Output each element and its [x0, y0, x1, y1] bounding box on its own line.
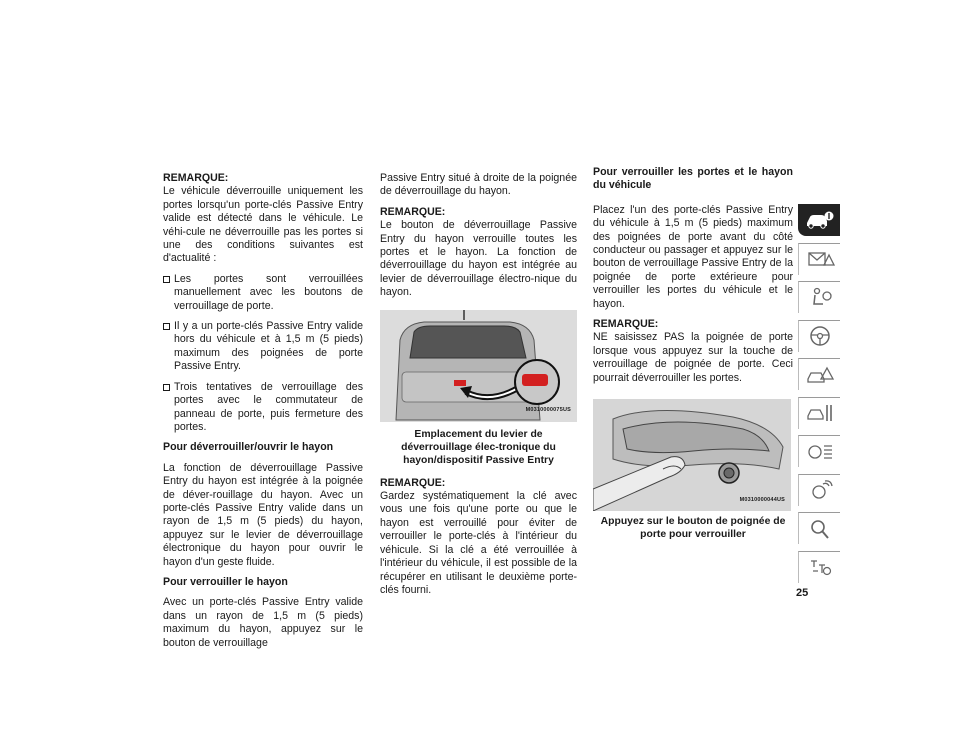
- note-text: NE saisissez PAS la poignée de porte lorsque vous appuyez sur la touche de verrouillage de poignée de porte. Ceci pourrait déverrouiller les portes.: [593, 331, 793, 384]
- car-tools-icon: [805, 401, 835, 425]
- figure-caption: Appuyez sur le bouton de poignée de porte pour verrouiller: [600, 516, 786, 541]
- paragraph-continued: Passive Entry situé à droite de la poignée de déverrouillage du hayon.: [380, 172, 577, 198]
- checkbox-bullet-icon: [163, 323, 170, 330]
- paragraph-unlock: La fonction de déverrouillage Passive Entry du hayon est intégrée à la poignée de déver-rouillage du hayon. Avec un porte-clés Passive Entry valide dans un rayon de 1,5 m (5 pieds) du hayon, appuyez sur le levier de déverrouillage électronique du hayon pour ouvrir le hayon d'un geste fluide.: [163, 461, 363, 568]
- note-3: [380, 477, 577, 598]
- column-2: [380, 172, 577, 604]
- settings-list-icon: [805, 440, 835, 464]
- note-label: REMARQUE:: [163, 172, 229, 184]
- figure-id: M0310000044US: [739, 496, 785, 503]
- checkbox-bullet-icon: [163, 276, 170, 283]
- car-crash-icon: [805, 363, 835, 387]
- steering-wheel-icon: [805, 324, 835, 348]
- media-icon: [805, 478, 835, 502]
- note-2: [380, 206, 577, 300]
- magnifier-icon: [805, 517, 835, 541]
- note-1: [163, 172, 363, 266]
- tab-emergency[interactable]: [798, 358, 840, 390]
- tab-index-search[interactable]: [798, 512, 840, 544]
- column-3: [593, 166, 793, 551]
- liftgate-figure: [380, 310, 577, 422]
- checkbox-bullet-icon: [163, 384, 170, 391]
- paragraph-lock: Avec un porte-clés Passive Entry valide dans un rayon de 1,5 m (5 pieds) maximum du hayon, appuyez sur le bouton de verrouillage: [163, 596, 363, 649]
- note-text: Le véhicule déverrouille uniquement les portes lorsqu'un porte-clés Passive Entry valide est détecté dans le véhicule. Le véhi-cule ne déverrouille pas les portes si une des conditions suivantes est d'actualité :: [163, 185, 363, 265]
- tab-specs[interactable]: [798, 435, 840, 467]
- tab-multimedia[interactable]: [798, 474, 840, 506]
- list-item: Les portes sont verrouillées manuellement avec les boutons de verrouillage de porte.: [163, 273, 363, 313]
- note-label: REMARQUE:: [380, 205, 446, 218]
- note-4: [593, 318, 793, 385]
- chapter-tabs: [798, 204, 840, 589]
- tab-car-info[interactable]: [798, 204, 840, 236]
- note-label: REMARQUE:: [593, 318, 659, 331]
- tab-starting[interactable]: [798, 320, 840, 352]
- heading-unlock-liftgate: Pour déverrouiller/ouvrir le hayon: [163, 441, 334, 454]
- condition-list: [163, 273, 363, 434]
- car-info-icon: [804, 208, 834, 232]
- heading-lock-liftgate: Pour verrouiller le hayon: [163, 575, 288, 588]
- note-label: REMARQUE:: [380, 476, 446, 489]
- list-item: Trois tentatives de verrouillage des portes avec le commutateur de panneau de porte, puis fermeture des portes.: [163, 381, 363, 435]
- figure-id: M0310000075US: [525, 407, 571, 414]
- figure-caption: Emplacement du levier de déverrouillage élec-tronique du hayon/dispositif Passive Entry: [401, 428, 556, 466]
- note-text: Gardez systématiquement la clé avec vous une fois qu'une porte ou que le hayon est verrouillé pour éviter de verrouiller le porte-clés à l'intérieur du véhicule. Si la clé a été verrouillée à l'intérieur du véhicule, il est possible de la récupérer en utilisant le deuxième porte-clés fourni.: [380, 490, 577, 596]
- language-index-icon: [805, 555, 835, 579]
- tab-languages[interactable]: [798, 551, 840, 583]
- mail-warning-icon: [805, 247, 835, 271]
- paragraph-lock-doors: Placez l'un des porte-clés Passive Entry du véhicule à 1,5 m (5 pieds) maximum des poignées de porte avant du côté conducteur ou passager et appuyez sur le bouton de verrouillage Passive Entry de la poignée de porte extérieure pour verrouiller les portes du véhicule et le hayon.: [593, 203, 793, 310]
- tab-warnings[interactable]: [798, 243, 840, 275]
- door-handle-figure: [593, 399, 791, 511]
- tab-servicing[interactable]: [798, 397, 840, 429]
- heading-lock-doors: Pour verrouiller les portes et le hayon du véhicule: [593, 166, 793, 192]
- tab-safety[interactable]: [798, 281, 840, 313]
- note-text: Le bouton de déverrouillage Passive Entry du hayon verrouille toutes les portes et le hayon. La fonction de déverrouillage du hayon est intégrée au levier de déverrouillage électro-nique du hayon.: [380, 219, 577, 299]
- column-1: [163, 172, 363, 657]
- page-number: 25: [796, 587, 809, 599]
- list-item: Il y a un porte-clés Passive Entry valide hors du véhicule et à 1,5 m (5 pieds) maximum des poignées de porte Passive Entry.: [163, 320, 363, 374]
- seat-airbag-icon: [805, 286, 835, 310]
